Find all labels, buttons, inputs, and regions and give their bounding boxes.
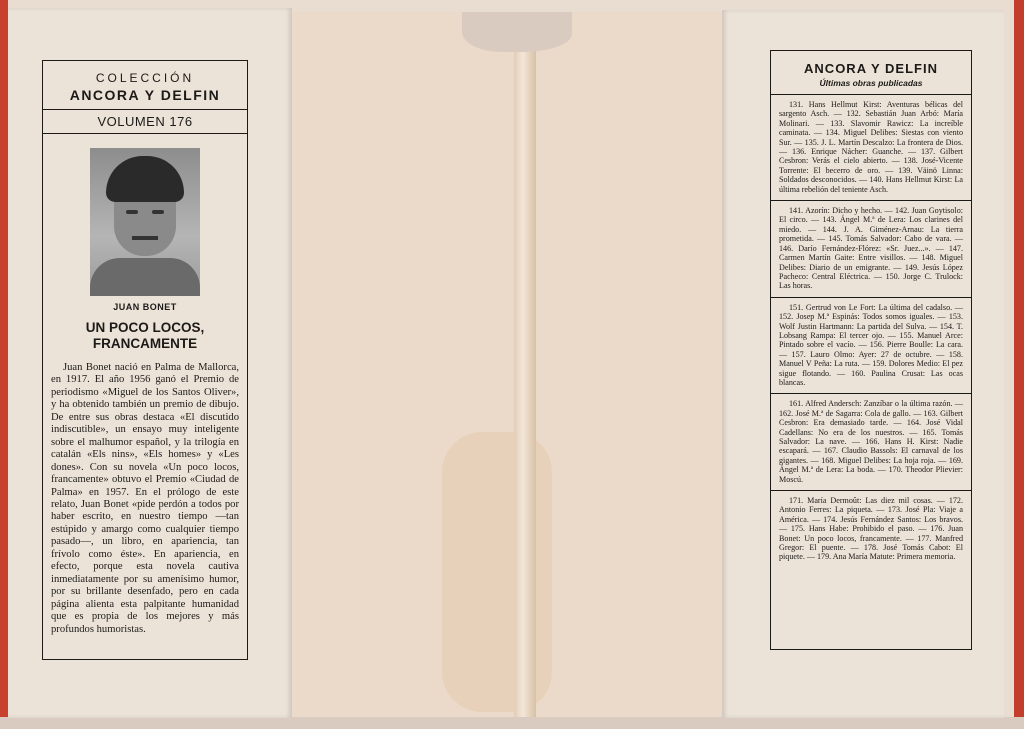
spine-fold	[514, 12, 536, 717]
collection-name: ANCORA Y DELFIN	[69, 87, 221, 103]
right-flap-box	[770, 50, 972, 650]
collection-title: ANCORA Y DELFIN	[804, 61, 938, 76]
titles-group-131-140: 131. Hans Hellmut Kirst: Aventuras bélicas del sargento Asch. — 132. Sebastián Juan Arbó: María Molinari. — 133. Slavomir Rawicz: La increíble caminata. — 134. Miguel Delibes: Siestas con viento Sur. — 135. J. L. Martín Descalzo: La frontera de Dios. — 136. Enrique Nácher: Guanche. — 137. Gilbert Cesbron: Verás el cielo abierto. — 138. José-Vicente Torrente: El becerro de oro. — 139. Väinö Linna: Soldados desconocidos. — 140. Hans Hellmut Kirst: La última rebelión del teniente Asch.	[771, 94, 971, 200]
cover-board-bottom	[0, 717, 1024, 729]
photo-eye-right	[152, 210, 164, 214]
collection-label: COLECCIÓN	[95, 71, 195, 85]
photo-eye-left	[126, 210, 138, 214]
photo-hair	[106, 156, 184, 202]
torn-top-edge	[462, 12, 572, 52]
titles-group-161-170: 161. Alfred Andersch: Zanzíbar o la última razón. — 162. José M.ª de Sagarra: Cola de gallo. — 163. Gilbert Cesbron: Era demasiado tarde. — 164. José Vidal Cadellans: No era de los nuestros. — 165. Tomás Salvador: La nave. — 166. Hans H. Kirst: Nadie escapará. — 167. Claudio Bassols: El carnaval de los gigantes. — 168. Miguel Delibes: La hoja roja. — 169. Ángel M.ª de Lera: La boda. — 170. Theodor Plievier: Moscú.	[771, 393, 971, 490]
dust-jacket-spine	[292, 12, 722, 717]
author-bio: Juan Bonet nació en Palma de Mallorca, en 1917. El año 1956 ganó el Premio de periodismo «Miguel de los Santos Oliver», y ha obtenido también un premio de dibujo. De entre sus obras destaca «El discutido indiscutible», un ensayo muy inteligente sobre el malhumor español, y la trilogía en catalán «Els nins», «Els homes» y «Les dones». Con su novela «Un poco locos, francamente» obtuvo el Premio «Ciudad de Palma» en 1957. En el prólogo de este relato, Juan Bonet «pide perdón a todos por haber escrito, en nuestro tiempo —tan estúpido y amargo como cualquier tiempo pasado—, un libro, en apariencia, tan frívolo como éste». En apariencia, en efecto, porque esta novela cautiva inmediatamente por su amenísimo humor, por su brillante desenfado, pero en cada página alienta esta palpitante humanidad que es propia de los mejores y más profundos humoristas.	[51, 362, 239, 635]
collection-subtitle: Últimas obras publicadas	[819, 78, 923, 88]
photo-caption: JUAN BONET	[113, 302, 177, 312]
titles-group-171-179: 171. María Dermoût: Las diez mil cosas. — 172. Antonio Ferres: La piqueta. — 173. José Pla: Viaje a América. — 174. Jesús Fernández Santos: Los bravos. — 175. Hans Habe: Prohibido el paso. — 176. Juan Bonet: Un poco locos, francamente. — 177. Manfred Gregor: El puente. — 178. José Tomás Cabot: El piquete. — 179. Ana María Matute: Primera memoria.	[771, 490, 971, 568]
cover-red-edge-right	[1014, 0, 1024, 729]
photo-mouth	[132, 236, 158, 240]
book-title-line-1: UN POCO LOCOS,	[85, 320, 205, 335]
volume-number: VOLUMEN 176	[43, 109, 247, 134]
titles-group-151-160: 151. Gertrud von Le Fort: La última del cadalso. — 152. Josep M.ª Espinás: Todos somos iguales. — 153. Wolf Justin Hartmann: La partida del Sulva. — 154. T. Lobsang Rampa: El tercer ojo. — 155. Manuel Arce: Pintado sobre el vacío. — 156. Pierre Boulle: La cara. — 157. Lauro Olmo: Ayer: 27 de octubre. — 158. Manuel V Peña: La ruta. — 159. Dolores Medio: El pez sigue flotando. — 160. Paulina Crusat: Las ocas blancas.	[771, 297, 971, 394]
titles-group-141-150: 141. Azorín: Dicho y hecho. — 142. Juan Goytisolo: El circo. — 143. Ángel M.ª de Lera: Los clarines del miedo. — 144. J. A. Giménez-Arnau: La tierra prometida. — 145. Tomás Salvador: Cabo de vara. — 146. Darío Fernández-Flórez: «Sr. Juez...». — 147. Carmen Martín Gaite: Entre visillos. — 148. Miguel Delibes: Diario de un emigrante. — 149. Jesús López Pacheco: Central Eléctrica. — 150. Jorge C. Trulock: Las horas.	[771, 200, 971, 297]
book-title-line-2: FRANCAMENTE	[92, 336, 198, 351]
author-photo	[90, 148, 200, 296]
photo-shoulders	[90, 258, 200, 296]
book-title	[51, 320, 239, 352]
left-flap-box	[42, 60, 248, 660]
cover-red-edge-left	[0, 0, 8, 729]
